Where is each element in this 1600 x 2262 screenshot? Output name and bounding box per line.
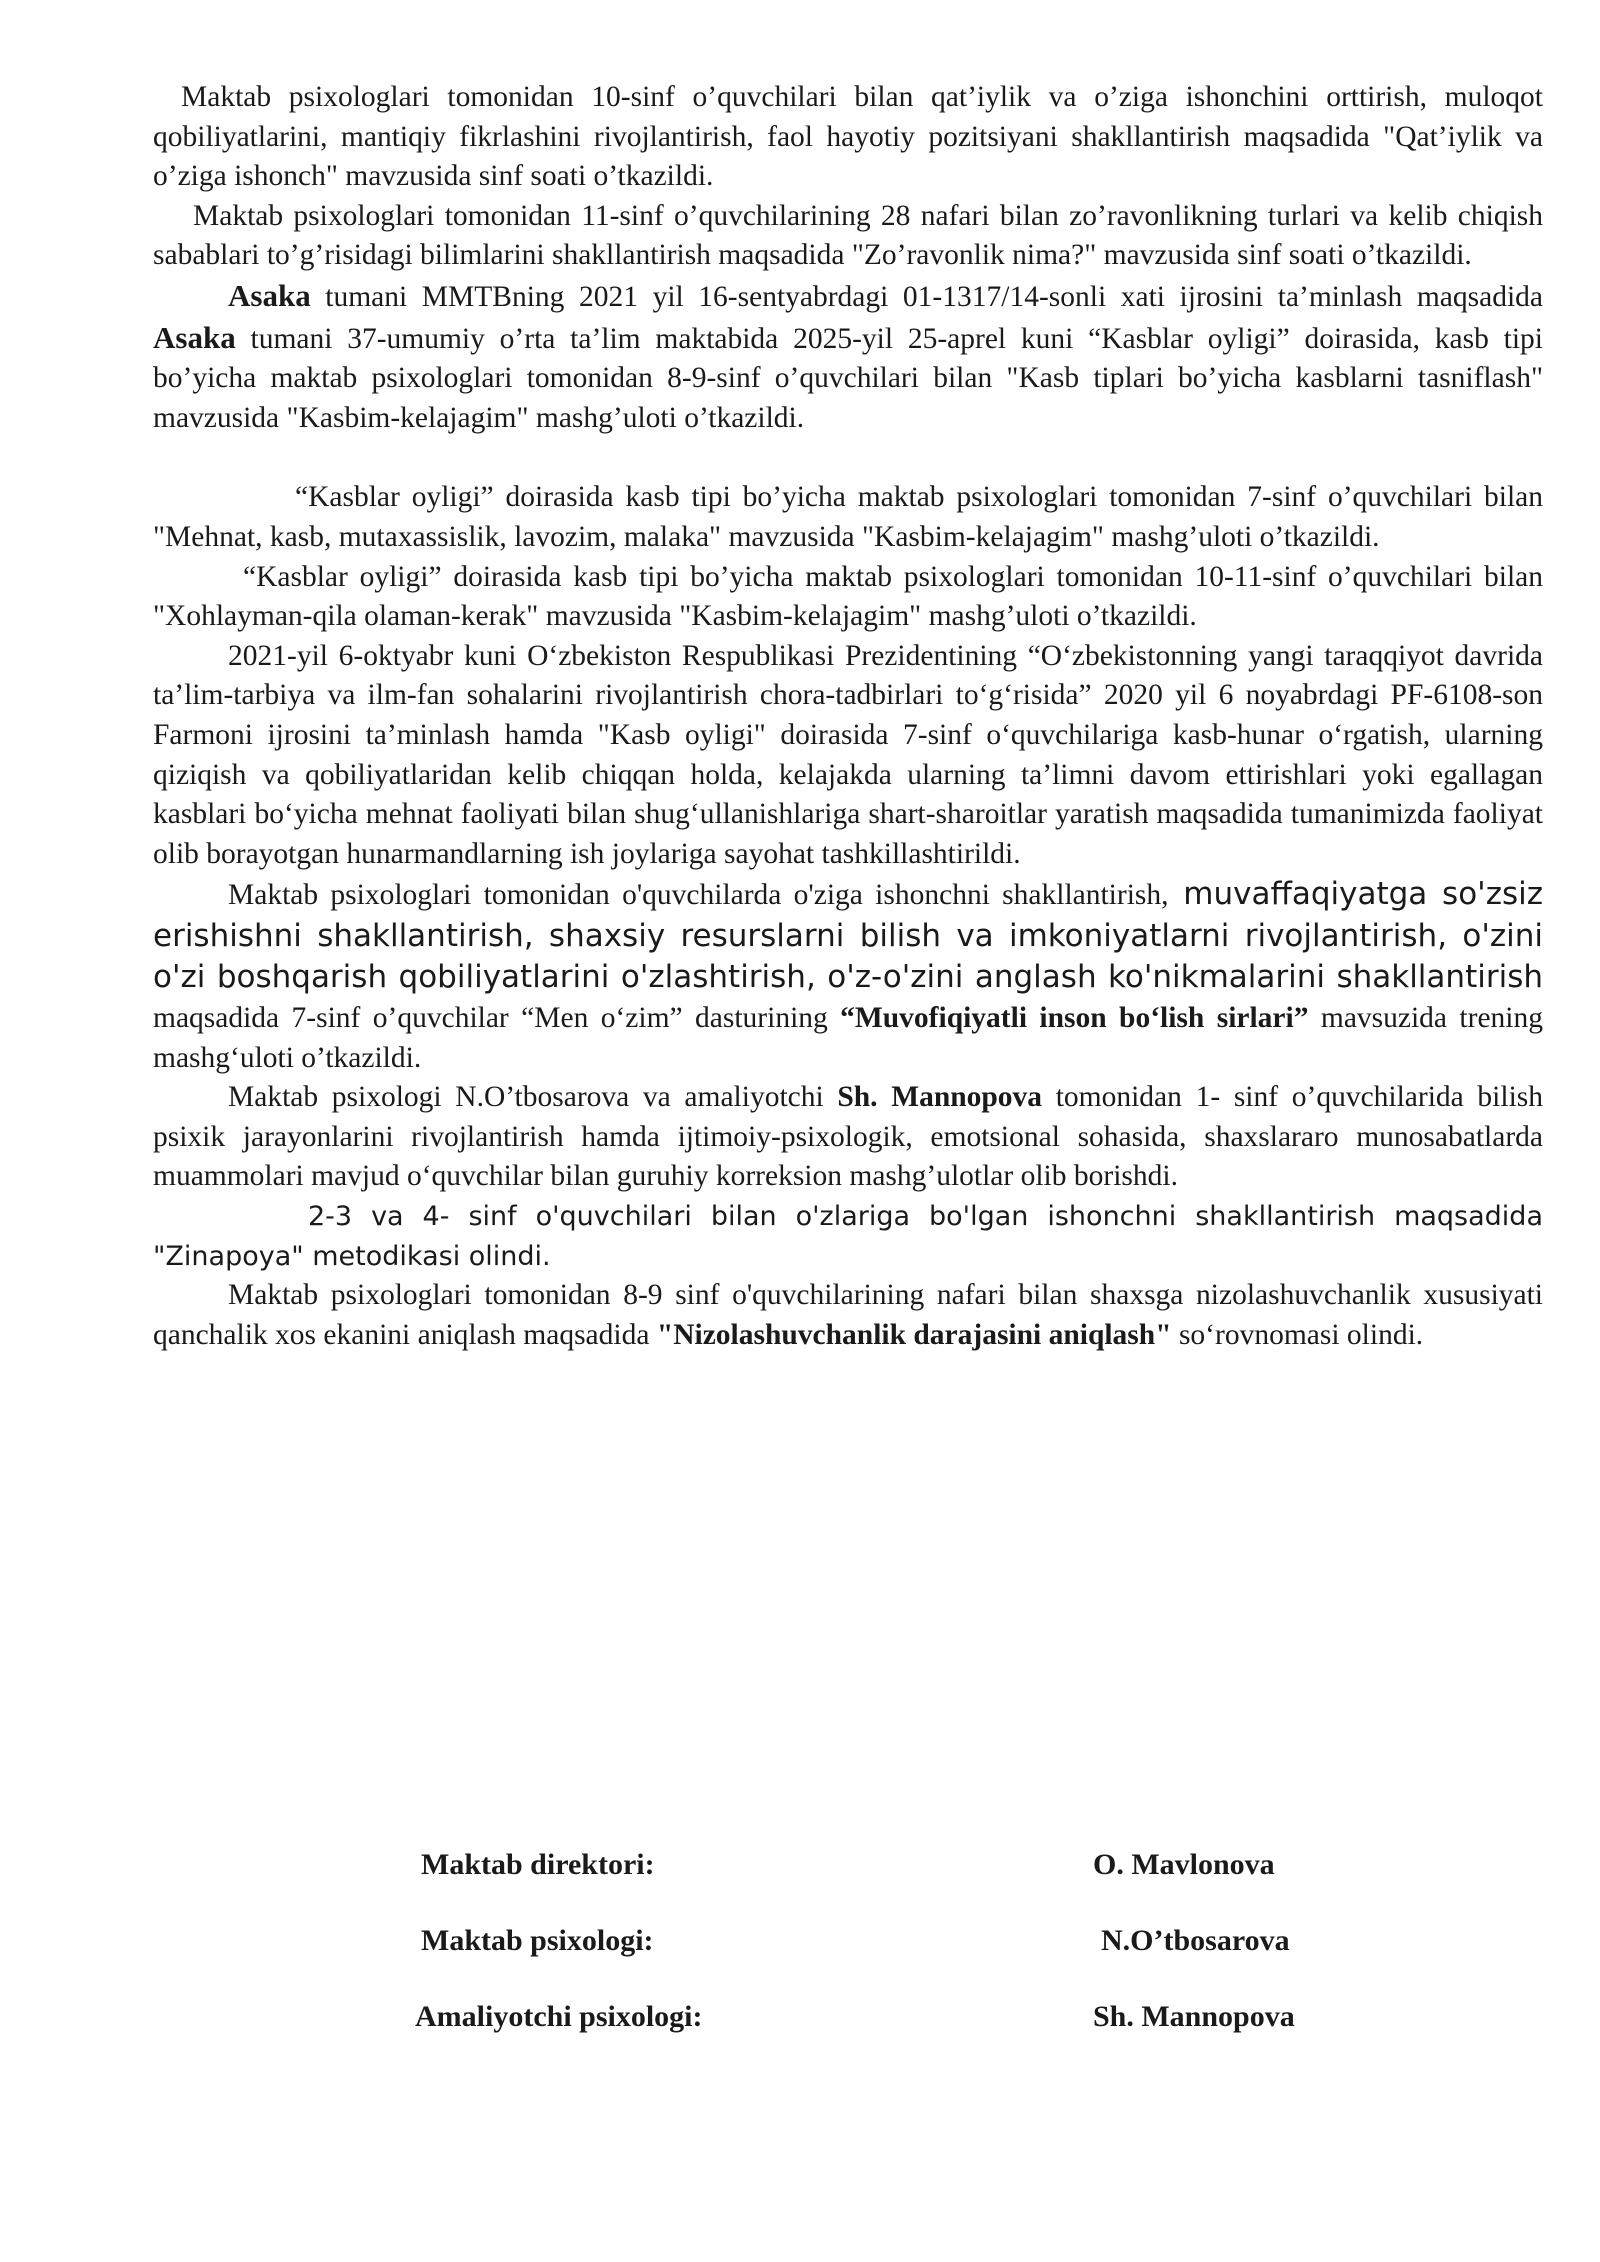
paragraph-10-text-a: Maktab psixologlari tomonidan 8-9 sinf o'quvchilarining nafari bilan shaxsga nizolashuvchanlik xususiyati qanchalik xos ekanini aniqlash maqsadida [153, 1279, 1543, 1351]
paragraph-7-text-c: maqsadida 7-sinf o’quvchilar “Men o‘zim” dasturining [153, 1002, 841, 1035]
signature-role: Maktab psixologi: [421, 1924, 654, 1957]
document-body [153, 78, 1543, 1355]
signature-name: Sh. Mannopova [1093, 2000, 1295, 2033]
paragraph-10 [153, 1276, 1543, 1355]
paragraph-7 [153, 874, 1543, 1078]
paragraph-8-text-a: Maktab psixologi N.O’tbosarova va amaliyotchi [228, 1081, 838, 1114]
paragraph-4: “Kasblar oyligi” doirasida kasb tipi bo’yicha maktab psixologlari tomonidan 7-sinf o’quvchilari bilan "Mehnat, kasb, mutaxassislik, lavozim, malaka" mavzusida "Kasbim-kelajagim" mashg’uloti o’tkazildi. [153, 481, 1543, 553]
paragraph-7-text-a: Maktab psixologlari tomonidan o'quvchilarda o'ziga ishonchni shakllantirish, [228, 879, 1169, 912]
paragraph-2: Maktab psixologlari tomonidan 11-sinf o’quvchilarining 28 nafari bilan zo’ravonlikning turlari va kelib chiqish sabablari to’g’risidagi bilimlarini shakllantirish maqsadida "Zo’ravonlik nima?" mavzusida sinf soati o’tkazildi. [153, 199, 1543, 272]
signature-name: N.O’tbosarova [1101, 1924, 1290, 1957]
paragraph-3-text-b: tumani 37-umumiy o’rta ta’lim maktabida 2025-yil 25-aprel kuni “Kasblar oyligi” doirasida, kasb tipi bo’yicha maktab psixologlari tomonidan 8-9-sinf o’quvchilari bilan "Kasb tiplari bo’yicha kasblarni tasniflash" mavzusida "Kasbim-kelajagim" mashg’uloti o’tkazildi. [153, 322, 1543, 434]
survey-title: "Nizolashuvchanlik darajasini aniqlash" [656, 1318, 1172, 1351]
paragraph-7-text-b: muvaffaqiyatga so'zsiz erishishni shakllantirish, shaxsiy resurslarni bilish va imkoniyatlarni rivojlantirish, o'zini o'zi boshqarish qobiliyatlarini o'zlashtirish, o'z-o'zini anglash ko'nikmalarini shakllantirish [153, 876, 1543, 996]
intern-name: Sh. Mannopova [837, 1081, 1043, 1114]
paragraph-3 [153, 276, 1543, 438]
signature-role: Maktab direktori: [421, 1848, 655, 1881]
paragraph-3-text-a: tumani MMTBning 2021 yil 16-sentyabrdagi 01-1317/14-sonli xati ijrosini ta’minlash maqsadida [310, 280, 1543, 313]
paragraph-7-text-d: mavsuzida trening mashg‘uloti o’tkazildi. [153, 1002, 1543, 1074]
paragraph-8-text-b: tomonidan 1- sinf o’quvchilarida bilish psixik jarayonlarini rivojlantirish hamda ijtimoiy-psixologik, emotsional sohasida, shaxslararo munosabatlarda muammolari mavjud o‘quvchilar bilan guruhiy korreksion mashg’ulotlar olib borishdi. [153, 1081, 1543, 1193]
district-name: Asaka [153, 319, 236, 355]
paragraph-9: 2-3 va 4- sinf o'quvchilari bilan o'zlariga bo'lgan ishonchni shakllantirish maqsadida "Zinapoya" metodikasi olindi. [153, 1201, 1543, 1272]
paragraph-5: “Kasblar oyligi” doirasida kasb tipi bo’yicha maktab psixologlari tomonidan 10-11-sinf o’quvchilari bilan "Xohlayman-qila olaman-kerak" mavzusida "Kasbim-kelajagim" mashg’uloti o’tkazildi. [153, 560, 1543, 633]
paragraph-gap [153, 438, 1543, 478]
paragraph-10-text-b: so‘rovnomasi olindi. [1171, 1318, 1424, 1351]
paragraph-8 [153, 1078, 1543, 1197]
signature-name: O. Mavlonova [1093, 1848, 1275, 1881]
paragraph-6: 2021-yil 6-oktyabr kuni O‘zbekiston Respublikasi Prezidentining “O‘zbekistonning yangi taraqqiyot davrida ta’lim-tarbiya va ilm-fan sohalarini rivojlantirish chora-tadbirlari to‘g‘risida” 2020 yil 6 noyabrdagi PF-6108-son Farmoni ijrosini ta’minlash hamda "Kasb oyligi" doirasida 7-sinf o‘quvchilariga kasb-hunar o‘rgatish, ularning qiziqish va qobiliyatlaridan kelib chiqqan holda, kelajakda ularning ta’limni davom ettirishlari yoki egallagan kasblari bo‘yicha mehnat faoliyati bilan shug‘ullanishlariga shart-sharoitlar yaratish maqsadida tumanimizda faoliyat olib borayotgan hunarmandlarning ish joylariga sayohat tashkillashtirildi. [153, 639, 1543, 870]
district-name: Asaka [228, 277, 311, 313]
signature-role: Amaliyotchi psixologi: [415, 2000, 703, 2033]
training-title: “Muvofiqiyatli inson bo‘lish sirlari” [840, 1002, 1321, 1035]
paragraph-1: Maktab psixologlari tomonidan 10-sinf o’quvchilari bilan qat’iylik va o’ziga ishonchini orttirish, muloqot qobiliyatlarini, mantiqiy fikrlashini rivojlantirish, faol hayotiy pozitsiyani shakllantirish maqsadida "Qat’iylik va o’ziga ishonch" mavzusida sinf soati o’tkazildi. [153, 81, 1543, 193]
